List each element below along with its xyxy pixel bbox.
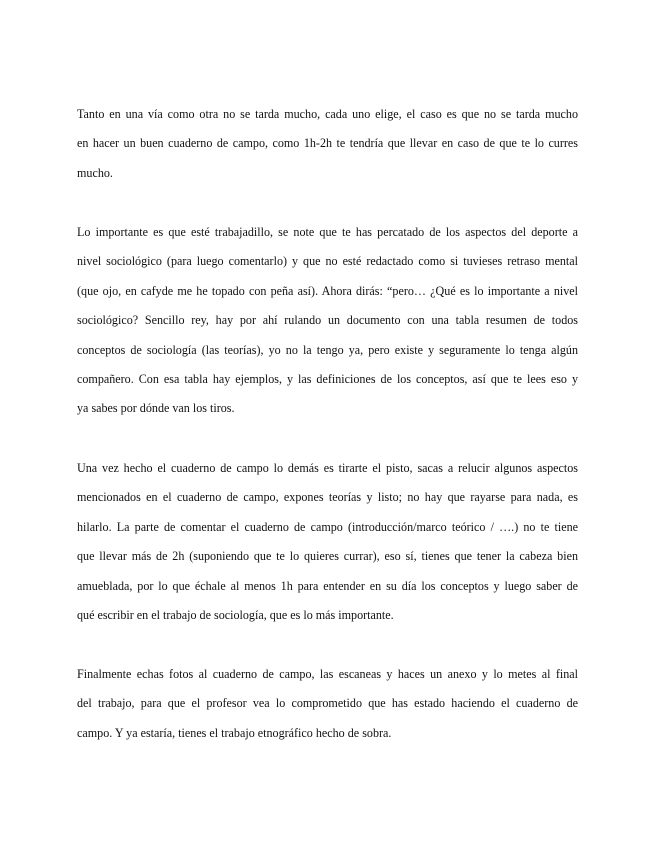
text-line: (que ojo, en cafyde me he topado con peña así). Ahora dirás: “pero… ¿Qué es lo importante a nivel (77, 283, 578, 298)
text-line: mucho. (77, 165, 113, 180)
text-line: Tanto en una vía como otra no se tarda mucho, cada uno elige, el caso es que no se tarda mucho (77, 107, 578, 121)
paragraph-1 (77, 100, 578, 188)
text-line: Lo importante es que esté trabajadillo, se note que te has percatado de los aspectos del deporte a (77, 225, 578, 239)
text-line: Finalmente echas fotos al cuaderno de campo, las escaneas y haces un anexo y lo metes al final (77, 667, 578, 681)
paragraph-4 (77, 660, 578, 748)
text-line: nivel sociológico (para luego comentarlo) y que no esté redactado como si tuvieses retraso mental (77, 254, 578, 269)
text-line: campo. Y ya estaría, tienes el trabajo etnográfico hecho de sobra. (77, 725, 392, 740)
text-line: qué escribir en el trabajo de sociología, que es lo más importante. (77, 607, 394, 622)
text-line: amueblada, por lo que échale al menos 1h para entender en su día los conceptos y luego saber de (77, 578, 578, 593)
text-line: que llevar más de 2h (suponiendo que te lo quieres currar), eso sí, tienes que tener la cabeza bien (77, 549, 578, 564)
text-line: mencionados en el cuaderno de campo, expones teorías y listo; no hay que rayarse para nada, es (77, 490, 578, 505)
text-line: del trabajo, para que el profesor vea lo comprometido que has estado haciendo el cuaderno de (77, 696, 578, 711)
text-line: compañero. Con esa tabla hay ejemplos, y las definiciones de los conceptos, así que te lees eso y (77, 371, 578, 386)
paragraph-3 (77, 454, 578, 630)
text-line: sociológico? Sencillo rey, hay por ahí rulando un documento con una tabla resumen de todos (77, 313, 578, 328)
text-line: Una vez hecho el cuaderno de campo lo demás es tirarte el pisto, sacas a relucir algunos aspectos (77, 461, 578, 475)
paragraph-2 (77, 218, 578, 424)
text-line: hilarlo. La parte de comentar el cuaderno de campo (introducción/marco teórico / ….) no te tiene (77, 519, 578, 534)
text-line: conceptos de sociología (las teorías), yo no la tengo ya, pero existe y seguramente lo tenga algún (77, 342, 578, 357)
text-line: ya sabes por dónde van los tiros. (77, 401, 235, 416)
text-line: en hacer un buen cuaderno de campo, como 1h-2h te tendría que llevar en caso de que te lo curres (77, 136, 578, 151)
